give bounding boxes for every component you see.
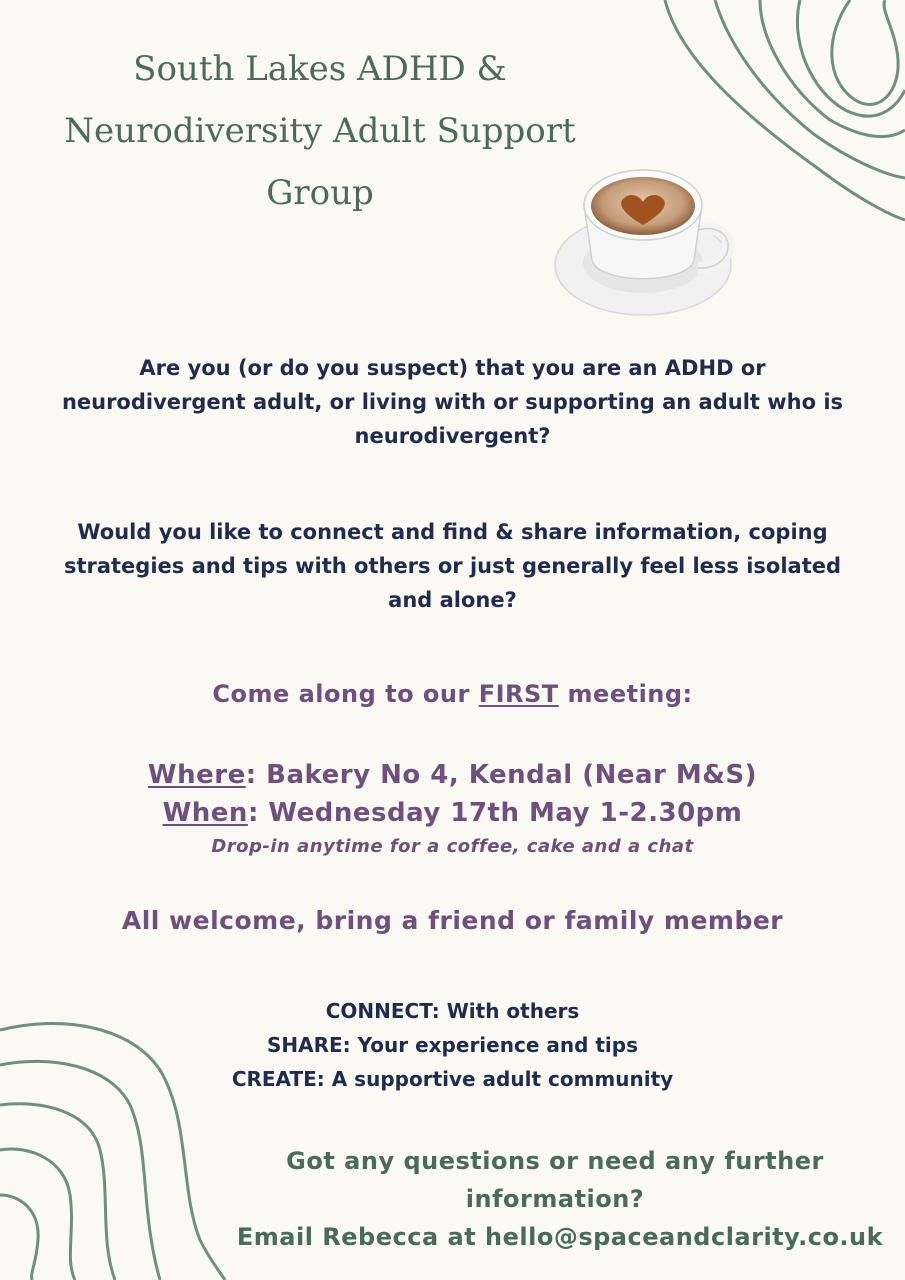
contact-email[interactable]: Email Rebecca at hello@spaceandclarity.co.uk bbox=[236, 1223, 884, 1251]
contact-question-line-2: information? bbox=[465, 1185, 645, 1213]
pillar-create: CREATE: A supportive adult community bbox=[231, 1067, 674, 1091]
title-line-1: South Lakes ADHD & bbox=[133, 49, 507, 89]
page-title bbox=[20, 38, 620, 224]
dropin-note: Drop-in anytime for a coffee, cake and a chat bbox=[211, 836, 694, 857]
connect-question: Would you like to connect and find & share information, coping strategies and tips with others or just generally feel less isolated and alone? bbox=[63, 520, 842, 612]
pillar-connect: CONNECT: With others bbox=[325, 999, 580, 1023]
meeting-when: When: Wednesday 17th May 1-2.30pm bbox=[162, 798, 743, 828]
contact-question-line-1: Got any questions or need any further bbox=[286, 1147, 824, 1175]
meeting-heading: Come along to our FIRST meeting: bbox=[212, 680, 693, 708]
meeting-where: Where: Bakery No 4, Kendal (Near M&S) bbox=[147, 760, 758, 790]
pillar-share: SHARE: Your experience and tips bbox=[267, 1033, 638, 1057]
welcome-text: All welcome, bring a friend or family member bbox=[121, 906, 784, 935]
intro-question: Are you (or do you suspect) that you are an ADHD or neurodivergent adult, or living with or supporting an adult who is neurodivergent? bbox=[61, 356, 844, 448]
title-line-3: Group bbox=[266, 173, 374, 213]
pillars-list bbox=[0, 994, 905, 1096]
coffee-cup-heart-icon bbox=[548, 160, 758, 325]
title-line-2: Neurodiversity Adult Support bbox=[64, 111, 576, 151]
